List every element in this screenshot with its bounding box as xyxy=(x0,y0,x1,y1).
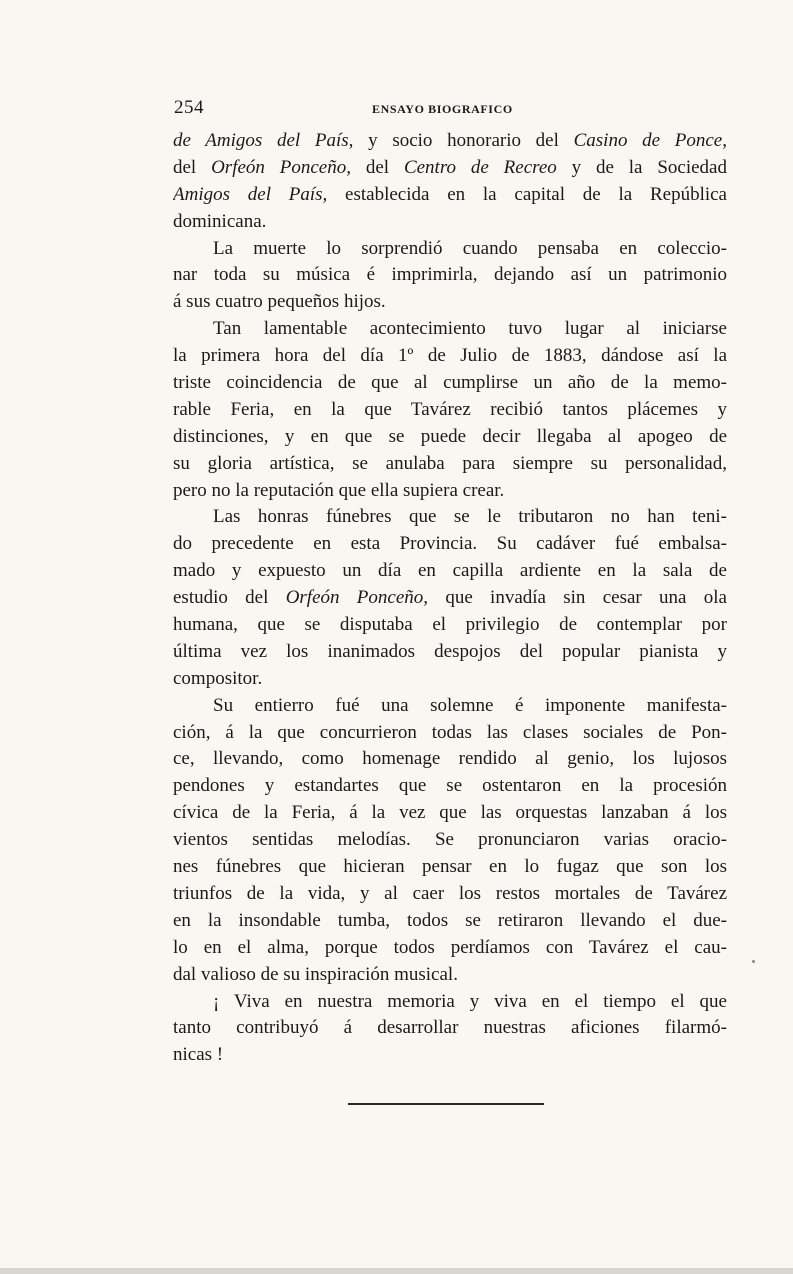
text-line xyxy=(173,854,727,881)
text-segment: á sus cuatro pequeños hijos. xyxy=(173,291,386,313)
text-segment: en la insondable tumba, todos se retiraron llevando el due- xyxy=(173,909,727,931)
text-segment: Su entierro fué una solemne é imponente manifesta- xyxy=(213,694,727,716)
text-line xyxy=(173,827,727,854)
end-rule xyxy=(348,1103,544,1105)
text-segment: ¡ Viva en nuestra memoria y viva en el tiempo el que xyxy=(213,990,727,1012)
text-segment: mado y expuesto un día en capilla ardiente en la sala de xyxy=(173,560,727,582)
text-line xyxy=(173,1015,727,1042)
text-line xyxy=(173,424,727,451)
text-segment: nes fúnebres que hicieran pensar en lo fugaz que son los xyxy=(173,856,727,878)
text-line xyxy=(173,209,727,236)
italic-text-segment: Centro de Recreo xyxy=(403,156,557,178)
text-line xyxy=(173,962,727,989)
text-line xyxy=(173,935,727,962)
text-line xyxy=(173,478,727,505)
text-line xyxy=(173,989,727,1016)
text-line xyxy=(173,881,727,908)
text-segment: nar toda su música é imprimirla, dejando así un patrimonio xyxy=(173,264,727,286)
text-segment: establecida en la capital de la República xyxy=(327,183,727,205)
text-line xyxy=(173,639,727,666)
text-segment: compositor. xyxy=(173,667,263,689)
text-line xyxy=(173,504,727,531)
text-segment: y socio honorario del xyxy=(353,130,574,151)
text-line xyxy=(173,128,727,155)
text-segment: dal valioso de su inspiración musical. xyxy=(173,963,458,985)
text-segment: vientos sentidas melodías. Se pronunciaron varias oracio- xyxy=(173,829,727,851)
page-number: 254 xyxy=(174,97,204,118)
body-text xyxy=(173,128,727,1069)
page-header xyxy=(174,97,528,121)
text-line xyxy=(173,558,727,585)
text-segment: rable Feria, en la que Tavárez recibió tantos plácemes y xyxy=(173,398,727,420)
text-line xyxy=(173,720,727,747)
text-segment: humana, que se disputaba el privilegio de contemplar por xyxy=(173,614,727,636)
text-line xyxy=(173,397,727,424)
text-line xyxy=(173,693,727,720)
margin-speck xyxy=(752,960,755,963)
text-line xyxy=(173,800,727,827)
text-line xyxy=(173,289,727,316)
text-line xyxy=(173,531,727,558)
text-segment: tanto contribuyó á desarrollar nuestras aficiones filarmó- xyxy=(173,1017,727,1039)
italic-text-segment: Amigos del País, xyxy=(173,183,328,205)
text-line xyxy=(173,1042,727,1069)
text-line xyxy=(173,182,727,209)
italic-text-segment: de Amigos del País, xyxy=(173,130,354,151)
text-segment: nicas ! xyxy=(173,1044,224,1066)
text-line xyxy=(173,585,727,612)
text-segment: triunfos de la vida, y al caer los restos mortales de Tavárez xyxy=(173,882,727,904)
text-line xyxy=(173,370,727,397)
page-bottom-edge xyxy=(0,1268,793,1274)
text-segment: dominicana. xyxy=(173,210,267,232)
text-segment: ción, á la que concurrieron todas las clases sociales de Pon- xyxy=(173,721,727,743)
text-line xyxy=(173,316,727,343)
text-segment: triste coincidencia de que al cumplirse un año de la memo- xyxy=(173,372,727,394)
text-line xyxy=(173,343,727,370)
text-segment: La muerte lo sorprendió cuando pensaba en coleccio- xyxy=(213,237,727,259)
text-segment: lo en el alma, porque todos perdíamos con Tavárez el cau- xyxy=(173,936,727,958)
text-segment: del xyxy=(351,156,404,178)
text-line xyxy=(173,451,727,478)
text-line xyxy=(173,666,727,693)
italic-text-segment: Casino de Ponce, xyxy=(573,130,727,151)
italic-text-segment: Orfeón Ponceño, xyxy=(211,156,351,178)
text-segment: y de la Sociedad xyxy=(556,156,727,178)
text-segment: la primera hora del día 1º de Julio de 1883, dándose así la xyxy=(173,345,727,367)
text-line xyxy=(173,612,727,639)
text-segment: del xyxy=(173,156,212,178)
text-line xyxy=(173,236,727,263)
text-line xyxy=(173,262,727,289)
text-line xyxy=(173,773,727,800)
text-line xyxy=(173,746,727,773)
text-segment: do precedente en esta Provincia. Su cadáver fué embalsa- xyxy=(173,533,727,555)
text-segment: pendones y estandartes que se ostentaron en la procesión xyxy=(173,775,727,797)
text-segment: su gloria artística, se anulaba para siempre su personalidad, xyxy=(173,452,727,474)
text-segment: ce, llevando, como homenage rendido al genio, los lujosos xyxy=(173,748,727,770)
text-line xyxy=(173,155,727,182)
text-line xyxy=(173,908,727,935)
text-segment: cívica de la Feria, á la vez que las orquestas lanzaban á los xyxy=(173,802,727,824)
text-segment: Tan lamentable acontecimiento tuvo lugar al iniciarse xyxy=(213,318,727,340)
text-segment: estudio del xyxy=(173,587,286,609)
italic-text-segment: Orfeón Ponceño, xyxy=(285,587,429,609)
text-segment: distinciones, y en que se puede decir llegaba al apogeo de xyxy=(173,425,727,447)
text-segment: última vez los inanimados despojos del popular pianista y xyxy=(173,640,727,662)
text-segment: que invadía sin cesar una ola xyxy=(428,587,727,609)
running-head: ENSAYO BIOGRAFICO xyxy=(372,102,513,116)
text-segment: Las honras fúnebres que se le tributaron no han teni- xyxy=(213,506,727,528)
text-segment: pero no la reputación que ella supiera crear. xyxy=(173,479,505,501)
